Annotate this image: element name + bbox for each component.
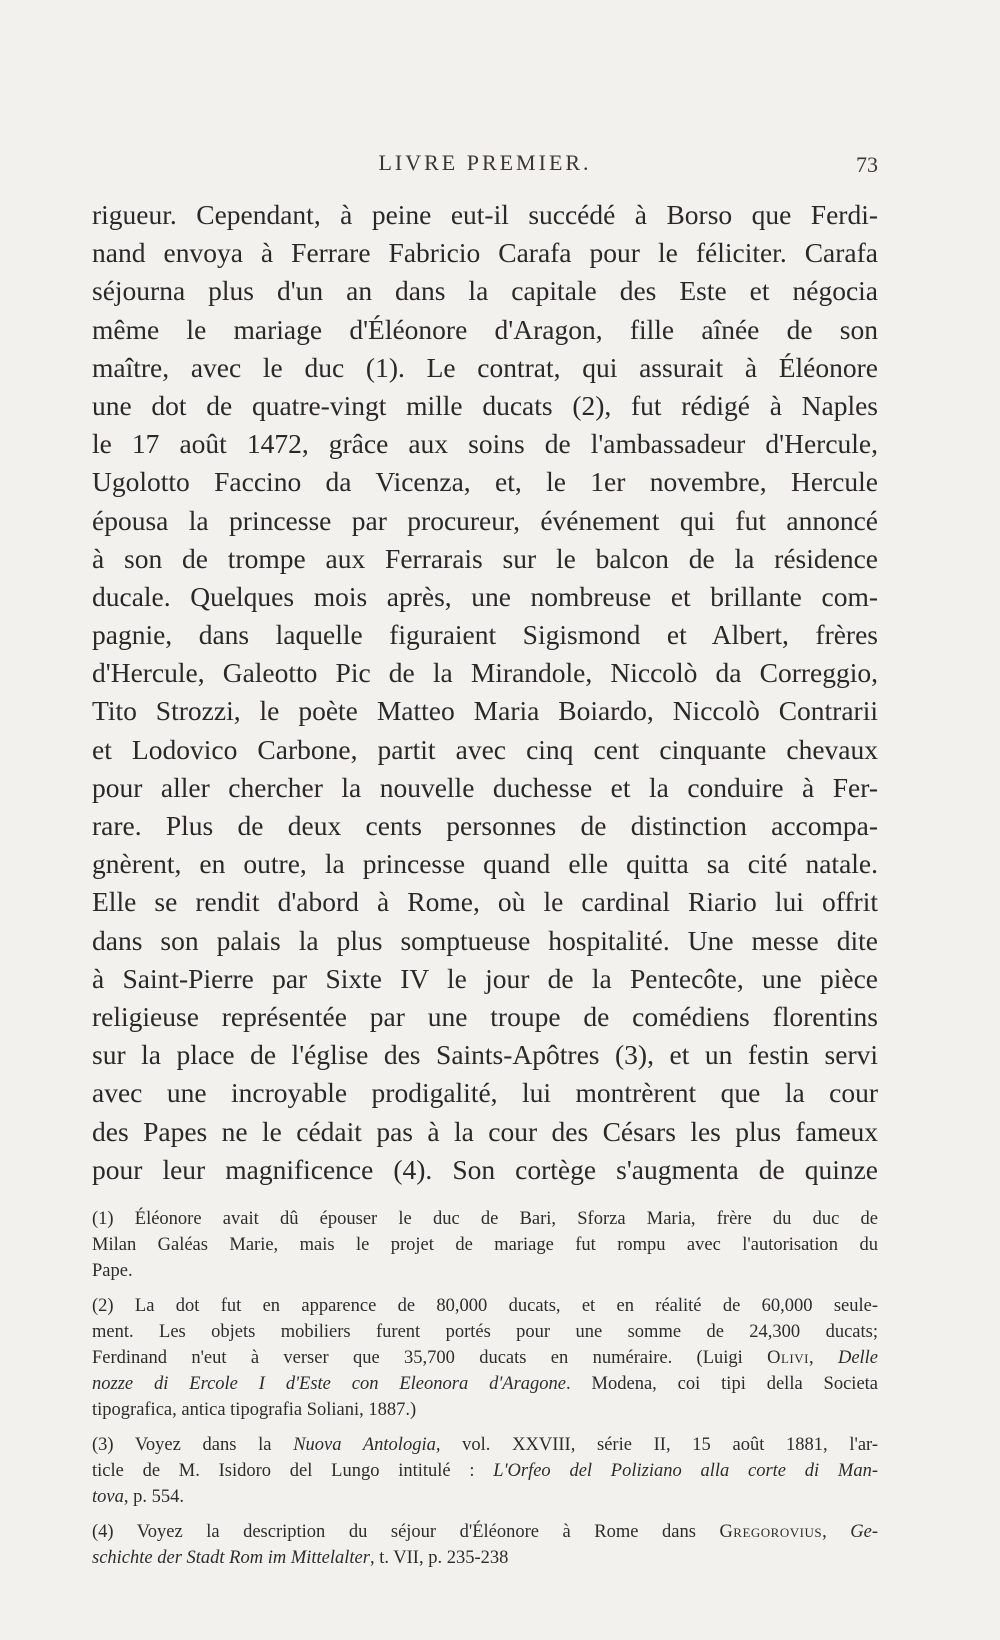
text-line: pour aller chercher la nouvelle duchesse et la conduire à Fer- (92, 771, 878, 803)
footnote-2-line (92, 1371, 878, 1397)
text-line: des Papes ne le cédait pas à la cour des Césars les plus fameux (92, 1115, 878, 1147)
footnote-text: . Modena, coi tipi della Societa (566, 1374, 879, 1394)
text-line: pour leur magnificence (4). Son cortège s'augmenta de quinze (92, 1153, 878, 1185)
footnote-4-line (92, 1519, 878, 1545)
text-line: Elle se rendit d'abord à Rome, où le cardinal Riario lui offrit (92, 886, 878, 918)
text-line: le 17 août 1472, grâce aux soins de l'ambassadeur d'Hercule, (92, 428, 878, 460)
text-line: pagnie, dans laquelle figuraient Sigismond et Albert, frères (92, 619, 878, 651)
work-title: L'Orfeo del Poliziano alla corte di Man- (493, 1461, 878, 1481)
page-number: 73 (856, 152, 878, 177)
text-line: avec une incroyable prodigalité, lui montrèrent que la cour (92, 1077, 878, 1109)
text-line: séjourna plus d'un an dans la capitale des Este et négocia (92, 275, 878, 307)
footnote-2-line: tipografica, antica tipografia Soliani, 1887.) (92, 1400, 417, 1420)
footnote-2-line: ment. Les objets mobiliers furent portés pour une somme de 24,300 ducats; (92, 1322, 878, 1342)
footnote-1-line: Pape. (92, 1261, 133, 1281)
text-line: religieuse représentée par une troupe de comédiens florentins (92, 1000, 878, 1032)
text-line: une dot de quatre-vingt mille ducats (2), fut rédigé à Naples (92, 389, 878, 421)
work-title: tova (92, 1487, 124, 1507)
footnote-gap (92, 1284, 878, 1293)
text-line: Tito Strozzi, le poète Matteo Maria Boiardo, Niccolò Contrarii (92, 695, 878, 727)
work-title: Delle (837, 1348, 879, 1368)
footnote-1-line: (1) Éléonore avait dû épouser le duc de Bari, Sforza Maria, frère du duc de (92, 1209, 878, 1229)
text-line: dans son palais la plus somptueuse hospitalité. Une messe dite (92, 924, 878, 956)
text-line: d'Hercule, Galeotto Pic de la Mirandole, Niccolò da Correggio, (92, 657, 878, 689)
text-line: à Saint-Pierre par Sixte IV le jour de la Pentecôte, une pièce (92, 962, 878, 994)
work-title: Nuova Antologia (293, 1435, 436, 1455)
footnote-3-line (92, 1484, 878, 1510)
work-title: schichte der Stadt Rom im Mittelalter (92, 1548, 370, 1568)
footnote-2-line: (2) La dot fut en apparence de 80,000 ducats, et en réalité de 60,000 seule- (92, 1296, 878, 1316)
text-line: Ugolotto Faccino da Vicenza, et, le 1er novembre, Hercule (92, 466, 878, 498)
author-name: Gregorovius (719, 1522, 823, 1542)
text-line: ducale. Quelques mois après, une nombreuse et brillante com- (92, 580, 878, 612)
text-line: maître, avec le duc (1). Le contrat, qui assurait à Éléonore (92, 351, 878, 383)
body-text (92, 196, 878, 1189)
footnote-text: , t. VII, p. 235-238 (369, 1548, 509, 1568)
text-line: épousa la princesse par procureur, événement qui fut annoncé (92, 504, 878, 536)
text-line: même le mariage d'Éléonore d'Aragon, fille aînée de son (92, 313, 878, 345)
footnote-gap (92, 1423, 878, 1432)
footnote-text: (4) Voyez la description du séjour d'Éléonore à Rome dans (92, 1522, 720, 1542)
author-name: Olivi (767, 1348, 809, 1368)
footnote-text: (3) Voyez dans la (92, 1435, 294, 1455)
footnote-gap (92, 1510, 878, 1519)
running-title: LIVRE PREMIER. (378, 150, 592, 175)
work-title: Ge- (850, 1522, 878, 1542)
running-head (92, 150, 878, 180)
text-line: sur la place de l'église des Saints-Apôtres (3), et un festin servi (92, 1039, 878, 1071)
footnote-text: Ferdinand n'eut à verser que 35,700 ducats en numéraire. (Luigi (92, 1348, 768, 1368)
footnote-text: , vol. XXVIII, série II, 15 août 1881, l'ar- (435, 1435, 878, 1455)
text-line: rigueur. Cependant, à peine eut-il succédé à Borso que Ferdi- (92, 199, 878, 230)
text-line: gnèrent, en outre, la princesse quand elle quitta sa cité natale. (92, 848, 878, 880)
footnote-text: , (822, 1522, 851, 1542)
footnote-text: , (808, 1348, 838, 1368)
text-line: rare. Plus de deux cents personnes de distinction accompa- (92, 810, 878, 841)
footnote-text: , p. 554. (123, 1487, 184, 1507)
footnote-text: ticle de M. Isidoro del Lungo intitulé : (92, 1461, 494, 1481)
text-line: à son de trompe aux Ferrarais sur le balcon de la résidence (92, 542, 878, 574)
footnote-4-line (92, 1545, 878, 1571)
footnote-3-line (92, 1458, 878, 1484)
footnote-2-line (92, 1345, 878, 1371)
text-line: nand envoya à Ferrare Fabricio Carafa pour le féliciter. Carafa (92, 237, 878, 269)
work-title: nozze di Ercole I d'Este con Eleonora d'Aragone (92, 1374, 567, 1394)
text-line: et Lodovico Carbone, partit avec cinq cent cinquante chevaux (92, 733, 878, 765)
footnote-3-line (92, 1432, 878, 1458)
footnote-1-line: Milan Galéas Marie, mais le projet de mariage fut rompu avec l'autorisation du (92, 1235, 878, 1255)
footnotes (92, 1206, 878, 1571)
